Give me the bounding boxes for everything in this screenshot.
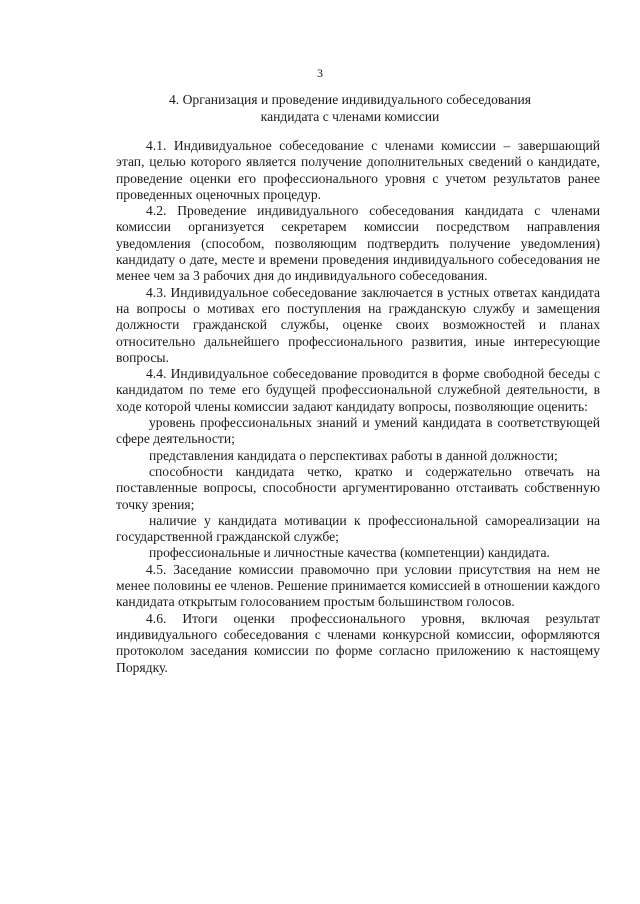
document-body — [116, 138, 600, 676]
section-heading — [115, 91, 585, 125]
page-number: 3 — [317, 66, 323, 80]
paragraph-4-4: 4.4. Индивидуальное собеседование проводится в форме свободной беседы с кандидатом по теме его будущей профессиональной служебной деятельности, в ходе которой члены комиссии задают кандидату вопросы, позволяющие оценить: — [116, 366, 600, 414]
paragraph-4-6: 4.6. Итоги оценки профессионального уровня, включая результат индивидуального собеседования с членами конкурсной комиссии, оформляются протоколом заседания комиссии по форме согласно приложению к настоящему Порядку. — [116, 610, 600, 675]
list-item-professional-knowledge: уровень профессиональных знаний и умений кандидата в соответствующей сфере деятельности; — [116, 415, 600, 447]
list-item-competencies: профессиональные и личностные качества (компетенции) кандидата. — [149, 545, 550, 561]
paragraph-4-1: 4.1. Индивидуальное собеседование с членами комиссии – завершающий этап, целью которого является получение дополнительных сведений о кандидате, проведение оценки его профессионального уровня с учетом результатов ранее проведенных оценочных процедур. — [116, 138, 600, 202]
section-heading-line-2: кандидата с членами комиссии — [260, 109, 440, 124]
section-heading-line-1: 4. Организация и проведение индивидуального собеседования — [168, 92, 532, 107]
list-item-work-prospects: представления кандидата о перспективах работы в данной должности; — [149, 447, 558, 463]
paragraph-4-2: 4.2. Проведение индивидуального собеседования кандидата с членами комиссии организуется секретарем комиссии посредством направления уведомления (способом, позволяющим подтвердить получение уведомления) кандидату о дате, месте и времени проведения индивидуального собеседования не менее чем за 3 рабочих дня до индивидуального собеседования. — [116, 203, 600, 284]
paragraph-4-3: 4.3. Индивидуальное собеседование заключается в устных ответах кандидата на вопросы о мотивах его поступления на гражданскую службу и замещения должности гражданской службы, оценке своих возможностей и планах относительно дальнейшего профессионального развития, иные интересующие вопросы. — [116, 284, 600, 365]
paragraph-4-5: 4.5. Заседание комиссии правомочно при условии присутствия на нем не менее половины ее членов. Решение принимается комиссией в отношении каждого кандидата открытым голосованием простым большинством голосов. — [116, 561, 600, 610]
list-item-motivation: наличие у кандидата мотивации к профессиональной самореализации на государственной гражданской службе; — [116, 512, 600, 545]
list-item-answer-abilities: способности кандидата четко, кратко и содержательно отвечать на поставленные вопросы, способности аргументированно отстаивать собственную точку зрения; — [116, 463, 600, 512]
